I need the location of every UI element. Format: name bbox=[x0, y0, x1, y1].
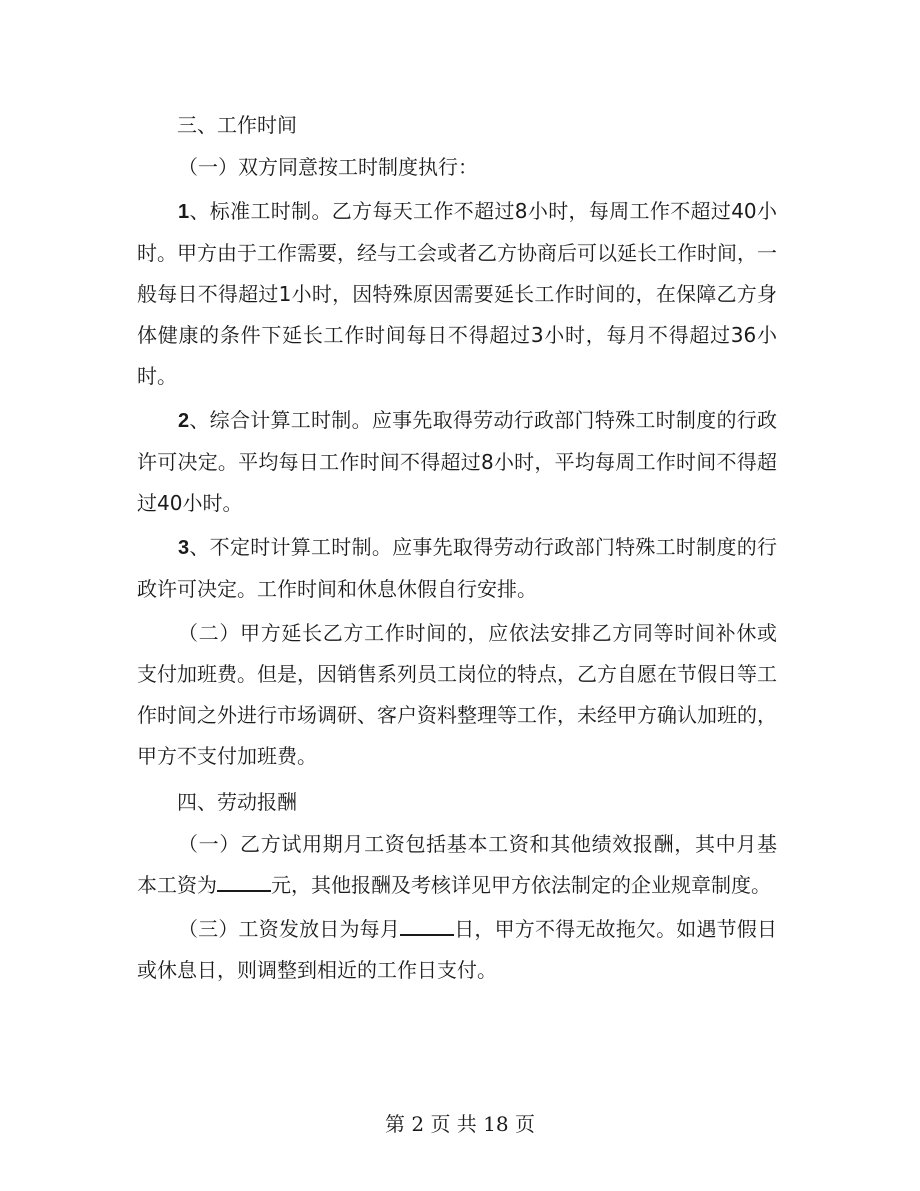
paragraph-3-2: （二）甲方延长乙方工作时间的，应依法安排乙方同等时间补休或支付加班费。但是，因销售系列员工岗位的特点，乙方自愿在节假日等工作时间之外进行市场调研、客户资料整理等工作，未经甲方确认加班的，甲方不支付加班费。 bbox=[137, 621, 777, 768]
text-before-blank: （一）乙方试用期月工资包括基本工资和其他绩效报酬，其中月基本工资为 bbox=[137, 832, 777, 897]
item-flexible-hours bbox=[137, 527, 777, 610]
item-comprehensive-hours bbox=[137, 400, 777, 524]
text-before-blank: （三）工资发放日为每月 bbox=[178, 917, 401, 941]
text-after-blank: 元，其他报酬及考核详见甲方依法制定的企业规章制度。 bbox=[271, 873, 771, 897]
item-number: 3 bbox=[178, 537, 190, 559]
section-four-heading: 四、劳动报酬 bbox=[177, 790, 297, 814]
paragraph-4-1 bbox=[137, 824, 777, 906]
item-text: 、标准工时制。乙方每天工作不超过8小时，每周工作不超过40小时。甲方由于工作需要，经与工会或者乙方协商后可以延长工作时间，一般每日不得超过1小时，因特殊原因需要延长工作时间的，在保障乙方身体健康的条件下延长工作时间每日不得超过3小时，每月不得超过36小时。 bbox=[137, 199, 777, 388]
paragraph-4-3 bbox=[137, 909, 777, 991]
paragraph-3-1: （一）双方同意按工时制度执行： bbox=[178, 155, 478, 179]
page-number-footer: 第 2 页 共 18 页 bbox=[385, 1112, 535, 1136]
item-text: 、综合计算工时制。应事先取得劳动行政部门特殊工时制度的行政许可决定。平均每日工作时间不得超过8小时，平均每周工作时间不得超过40小时。 bbox=[137, 408, 777, 515]
item-number: 1 bbox=[178, 201, 190, 223]
page-body bbox=[137, 103, 777, 994]
item-standard-hours bbox=[137, 191, 777, 397]
item-number: 2 bbox=[178, 410, 190, 432]
item-text: 、不定时计算工时制。应事先取得劳动行政部门特殊工时制度的行政许可决定。工作时间和休息休假自行安排。 bbox=[137, 535, 777, 601]
section-three-heading: 三、工作时间 bbox=[177, 113, 297, 137]
salary-blank[interactable] bbox=[217, 872, 271, 892]
text-after-blank: 日，甲方不得无故拖欠。如遇节假日或休息日，则调整到相近的工作日支付。 bbox=[137, 917, 778, 982]
payday-blank[interactable] bbox=[400, 916, 454, 936]
